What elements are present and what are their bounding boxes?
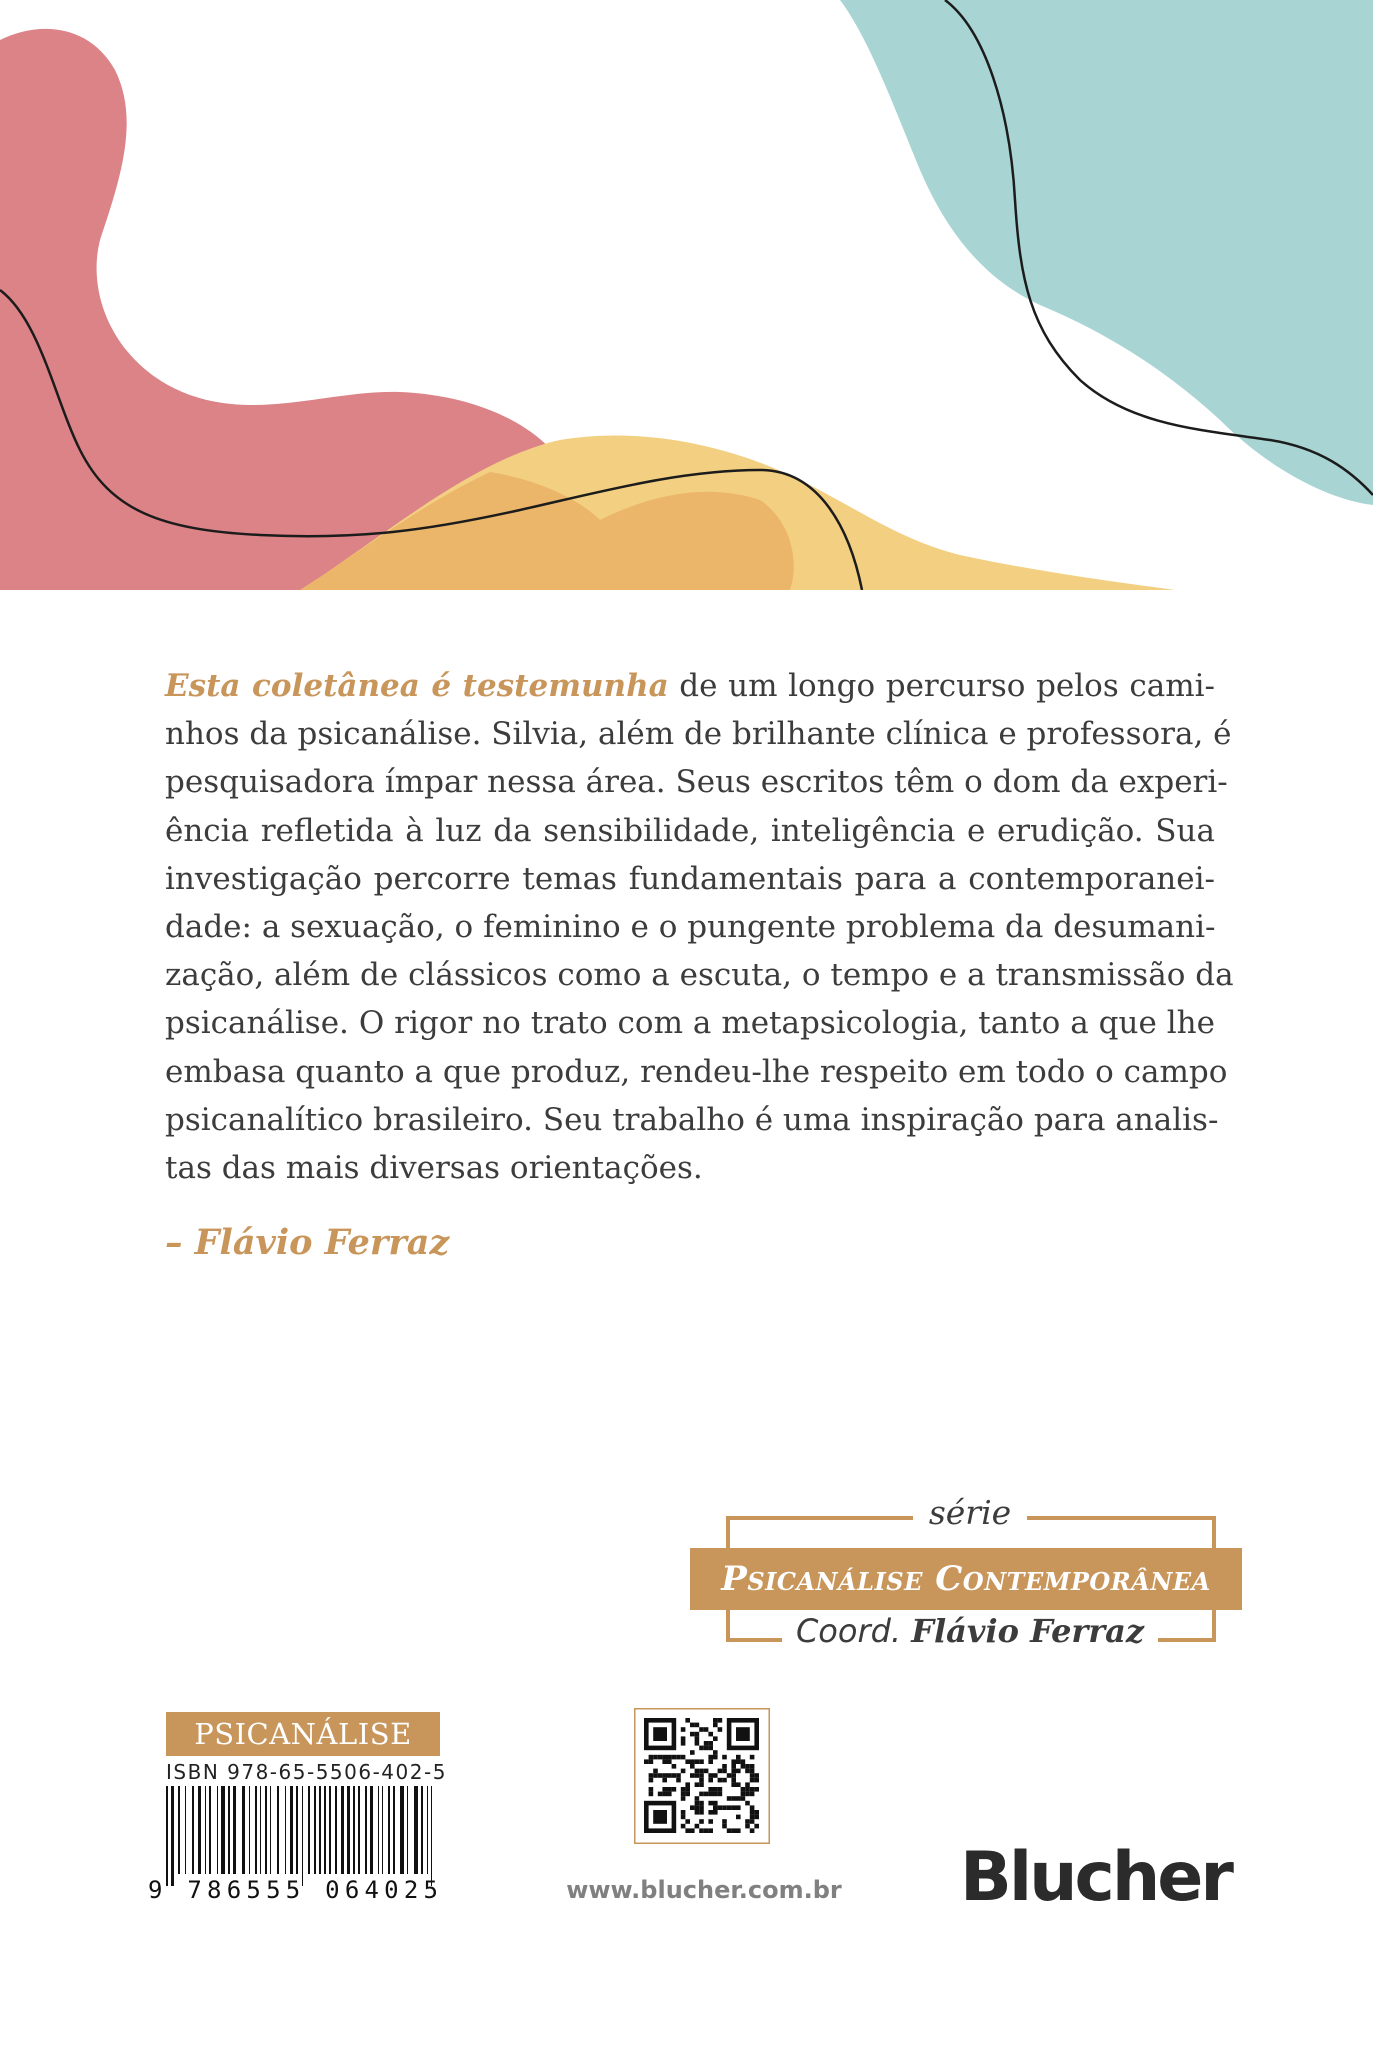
qr-module (708, 1787, 713, 1792)
decorative-shapes (0, 0, 1373, 590)
qr-module (662, 1778, 667, 1783)
qr-module (681, 1755, 686, 1760)
qr-module (695, 1810, 700, 1815)
qr-module (685, 1792, 690, 1797)
qr-module (745, 1824, 750, 1829)
qr-module (695, 1796, 700, 1801)
qr-module (708, 1801, 713, 1806)
qr-module (741, 1764, 746, 1769)
barcode-bar (233, 1786, 236, 1874)
barcode-bar (205, 1786, 206, 1874)
qr-module (713, 1736, 718, 1741)
qr-module (718, 1778, 723, 1783)
qr-module (695, 1723, 700, 1728)
qr-module (718, 1787, 723, 1792)
qr-module (708, 1759, 713, 1764)
qr-module (722, 1764, 727, 1769)
qr-module (681, 1727, 686, 1732)
blurb-text: de um longo percurso pelos cami- (668, 668, 1215, 704)
isbn-text: ISBN 978-65-5506-402-5 (166, 1760, 447, 1784)
qr-module (681, 1796, 686, 1801)
qr-module (667, 1755, 672, 1760)
qr-finder-center (653, 1727, 667, 1741)
qr-module (695, 1769, 700, 1774)
qr-module (736, 1805, 741, 1810)
qr-module (695, 1824, 700, 1829)
qr-module (750, 1792, 755, 1797)
qr-module (708, 1778, 713, 1783)
qr-module (695, 1732, 700, 1737)
blurb-line: investigação percorre temas fundamentais para a contemporanei- (165, 860, 1215, 897)
series-badge (690, 1492, 1250, 1654)
blurb-line: dade: a sexuação, o feminino e o pungente problema da desumani- (165, 909, 1216, 946)
qr-module (667, 1792, 672, 1797)
qr-module (736, 1759, 741, 1764)
barcode-bar (370, 1786, 373, 1874)
qr-module (662, 1759, 667, 1764)
qr-module (745, 1782, 750, 1787)
qr-module (713, 1773, 718, 1778)
qr-module (713, 1787, 718, 1792)
qr-module (708, 1741, 713, 1746)
qr-module (745, 1801, 750, 1806)
qr-module (672, 1764, 677, 1769)
barcode-bar (178, 1786, 180, 1874)
qr-module (713, 1750, 718, 1755)
qr-module (718, 1718, 723, 1723)
qr-module (718, 1769, 723, 1774)
qr-module (690, 1750, 695, 1755)
qr-module (750, 1828, 755, 1833)
qr-module (695, 1805, 700, 1810)
barcode-bar (285, 1786, 286, 1874)
publisher-logo: Blucher (960, 1838, 1231, 1917)
qr-module (699, 1801, 704, 1806)
qr-module (750, 1815, 755, 1820)
qr-module (667, 1759, 672, 1764)
barcode-bar (421, 1786, 423, 1874)
qr-module (676, 1778, 681, 1783)
qr-module (672, 1787, 677, 1792)
qr-module (750, 1773, 755, 1778)
quote-attribution: – Flávio Ferraz (165, 1222, 450, 1263)
qr-module (727, 1805, 732, 1810)
qr-module (662, 1792, 667, 1797)
qr-module (699, 1828, 704, 1833)
barcode-bar (171, 1786, 174, 1886)
qr-module (741, 1759, 746, 1764)
qr-module (672, 1755, 677, 1760)
barcode-bar (302, 1786, 303, 1886)
qr-module (662, 1787, 667, 1792)
blurb-line: embasa quanto a que produz, rendeu-lhe respeito em todo o campo (165, 1053, 1228, 1090)
qr-module (704, 1746, 709, 1751)
qr-module (653, 1755, 658, 1760)
qr-module (681, 1787, 686, 1792)
qr-module (649, 1755, 654, 1760)
qr-module (695, 1741, 700, 1746)
barcode-bar (353, 1786, 355, 1874)
barcode-bar (324, 1786, 326, 1874)
barcode-bar (255, 1786, 257, 1874)
qr-module (708, 1755, 713, 1760)
barcode-bar (198, 1786, 201, 1874)
qr-module (727, 1796, 732, 1801)
series-name: Psicanálise Contemporânea (721, 1559, 1211, 1599)
barcode-bar (329, 1786, 331, 1874)
qr-module (658, 1755, 663, 1760)
qr-module (695, 1773, 700, 1778)
qr-module (690, 1759, 695, 1764)
blurb-line-1 (165, 662, 1215, 710)
qr-module (699, 1759, 704, 1764)
barcode-bar (347, 1786, 350, 1874)
qr-module (727, 1828, 732, 1833)
qr-module (681, 1810, 686, 1815)
barcode-bar (365, 1786, 367, 1874)
barcode-bar (341, 1786, 344, 1874)
barcode-bar (290, 1786, 293, 1874)
qr-module (731, 1805, 736, 1810)
qr-module (685, 1718, 690, 1723)
qr-module (695, 1782, 700, 1787)
isbn-barcode (148, 1786, 440, 1906)
qr-module (690, 1732, 695, 1737)
barcode-bar (221, 1786, 225, 1874)
barcode-bar (319, 1786, 321, 1874)
qr-module (649, 1759, 654, 1764)
qr-module (708, 1732, 713, 1737)
qr-module (745, 1792, 750, 1797)
qr-module (681, 1741, 686, 1746)
qr-module (750, 1805, 755, 1810)
qr-module (690, 1805, 695, 1810)
barcode-bar (427, 1786, 428, 1874)
qr-module (736, 1796, 741, 1801)
qr-module (731, 1796, 736, 1801)
qr-module (699, 1805, 704, 1810)
blurb-line: psicanálise. O rigor no trato com a metapsicologia, tanto a que lhe (165, 1005, 1215, 1042)
qr-module (750, 1810, 755, 1815)
barcode-bar (358, 1786, 360, 1874)
qr-module (745, 1819, 750, 1824)
qr-module (685, 1759, 690, 1764)
qr-module (704, 1769, 709, 1774)
barcode-bar (407, 1786, 408, 1874)
barcode-bar (414, 1786, 418, 1874)
qr-module (699, 1819, 704, 1824)
qr-module (699, 1792, 704, 1797)
qr-module (676, 1755, 681, 1760)
qr-module (681, 1824, 686, 1829)
qr-module (708, 1773, 713, 1778)
qr-module (722, 1819, 727, 1824)
blurb-line: nhos da psicanálise. Silvia, além de brilhante clínica e professora, é (165, 716, 1232, 753)
qr-module (718, 1727, 723, 1732)
qr-module (708, 1810, 713, 1815)
barcode-bar (335, 1786, 337, 1874)
qr-module (750, 1769, 755, 1774)
barcode-bar (431, 1786, 432, 1886)
qr-module (736, 1782, 741, 1787)
teal-shape (840, 0, 1373, 505)
qr-module (667, 1787, 672, 1792)
qr-module (713, 1805, 718, 1810)
back-cover-blurb (165, 662, 1234, 1192)
qr-module (722, 1769, 727, 1774)
blurb-line: psicanalítico brasileiro. Seu trabalho é uma inspiração para analis- (165, 1101, 1219, 1138)
qr-module (685, 1787, 690, 1792)
qr-module (731, 1782, 736, 1787)
qr-module (681, 1769, 686, 1774)
qr-module (741, 1792, 746, 1797)
barcode-bar (277, 1786, 279, 1874)
barcode-bar (393, 1786, 395, 1874)
qr-module (745, 1787, 750, 1792)
qr-module (690, 1828, 695, 1833)
qr-finder-center (653, 1810, 667, 1824)
qr-module (649, 1773, 654, 1778)
qr-module (681, 1736, 686, 1741)
qr-module (722, 1824, 727, 1829)
coord-prefix: Coord. (795, 1612, 902, 1650)
barcode-bar (217, 1786, 218, 1874)
qr-module (699, 1727, 704, 1732)
qr-module (727, 1773, 732, 1778)
qr-module (754, 1824, 759, 1829)
barcode-bar (382, 1786, 383, 1874)
qr-module (713, 1801, 718, 1806)
blurb-line: tas das mais diversas orientações. (165, 1150, 703, 1187)
qr-module (708, 1746, 713, 1751)
qr-module (649, 1787, 654, 1792)
qr-module (731, 1778, 736, 1783)
barcode-bar (185, 1786, 186, 1874)
qr-module (722, 1778, 727, 1783)
qr-module (676, 1773, 681, 1778)
qr-module (750, 1764, 755, 1769)
qr-module (745, 1764, 750, 1769)
qr-module (731, 1764, 736, 1769)
barcode-bar (166, 1786, 168, 1886)
qr-module (731, 1773, 736, 1778)
blurb-line: ência refletida à luz da sensibilidade, inteligência e erudição. Sua (165, 812, 1215, 849)
barcode-bar (192, 1786, 194, 1874)
qr-module (708, 1819, 713, 1824)
qr-module (708, 1828, 713, 1833)
qr-module (704, 1741, 709, 1746)
series-coordinator (690, 1610, 1250, 1652)
qr-module (736, 1828, 741, 1833)
qr-module (704, 1792, 709, 1797)
qr-module (649, 1778, 654, 1783)
qr-module (754, 1810, 759, 1815)
qr-module (699, 1778, 704, 1783)
barcode-bar (400, 1786, 404, 1874)
qr-module (754, 1787, 759, 1792)
qr-module (685, 1782, 690, 1787)
qr-module (662, 1755, 667, 1760)
qr-module (722, 1755, 727, 1760)
qr-module (704, 1727, 709, 1732)
qr-module (750, 1778, 755, 1783)
qr-module (685, 1819, 690, 1824)
qr-module (713, 1718, 718, 1723)
qr-module (699, 1810, 704, 1815)
qr-module (699, 1769, 704, 1774)
qr-module (699, 1773, 704, 1778)
qr-module (708, 1792, 713, 1797)
qr-module (658, 1792, 663, 1797)
qr-module (667, 1773, 672, 1778)
series-label (690, 1492, 1250, 1534)
barcode-digits: 9 786555 064025 (148, 1876, 438, 1904)
website-url[interactable]: www.blucher.com.br (566, 1876, 842, 1904)
qr-module (695, 1759, 700, 1764)
barcode-bar (270, 1786, 271, 1874)
barcode-bar (265, 1786, 267, 1874)
qr-module (713, 1792, 718, 1797)
qr-module (644, 1759, 649, 1764)
qr-module (718, 1792, 723, 1797)
barcode-bar (378, 1786, 379, 1874)
qr-module (695, 1736, 700, 1741)
qr-module (672, 1773, 677, 1778)
qr-module (658, 1773, 663, 1778)
blurb-lead: Esta coletânea é testemunha (165, 668, 669, 704)
qr-module (649, 1792, 654, 1797)
qr-module (699, 1746, 704, 1751)
qr-module (741, 1796, 746, 1801)
qr-module (681, 1792, 686, 1797)
barcode-bar (296, 1786, 298, 1874)
qr-module (653, 1773, 658, 1778)
barcode-bar (314, 1786, 316, 1874)
series-label-text: série (913, 1493, 1027, 1532)
qr-module (750, 1787, 755, 1792)
barcode-bar (308, 1786, 310, 1874)
qr-module (681, 1815, 686, 1820)
barcode-bar (228, 1786, 230, 1874)
qr-finder-center (736, 1727, 750, 1741)
qr-module (704, 1828, 709, 1833)
qr-module (685, 1828, 690, 1833)
coord-name: Flávio Ferraz (911, 1612, 1145, 1650)
qr-module (745, 1769, 750, 1774)
qr-module (736, 1769, 741, 1774)
series-name-band (690, 1548, 1242, 1610)
qr-module (718, 1805, 723, 1810)
qr-module (736, 1815, 741, 1820)
qr-code[interactable] (634, 1708, 770, 1844)
qr-module (731, 1759, 736, 1764)
qr-module (750, 1755, 755, 1760)
barcode-bar (249, 1786, 250, 1874)
qr-module (713, 1723, 718, 1728)
qr-module (736, 1755, 741, 1760)
qr-module (754, 1815, 759, 1820)
qr-module (713, 1810, 718, 1815)
qr-module (695, 1801, 700, 1806)
category-label: PSICANÁLISE (166, 1712, 440, 1756)
qr-module (731, 1828, 736, 1833)
blurb-line: zação, além de clássicos como a escuta, o tempo e a transmissão da (165, 957, 1234, 994)
qr-module (731, 1769, 736, 1774)
qr-module (662, 1773, 667, 1778)
qr-module (690, 1773, 695, 1778)
barcode-bar (388, 1786, 390, 1874)
qr-module (690, 1764, 695, 1769)
qr-module (713, 1755, 718, 1760)
barcode-bar (242, 1786, 245, 1874)
qr-module (754, 1778, 759, 1783)
barcode-bar (209, 1786, 211, 1874)
blurb-line: pesquisadora ímpar nessa área. Seus escritos têm o dom da experi- (165, 764, 1228, 801)
qr-module (690, 1723, 695, 1728)
qr-module (741, 1787, 746, 1792)
barcode-bar (260, 1786, 261, 1874)
qr-module (754, 1773, 759, 1778)
qr-module (750, 1819, 755, 1824)
qr-module (699, 1782, 704, 1787)
qr-module (653, 1769, 658, 1774)
qr-module (722, 1805, 727, 1810)
